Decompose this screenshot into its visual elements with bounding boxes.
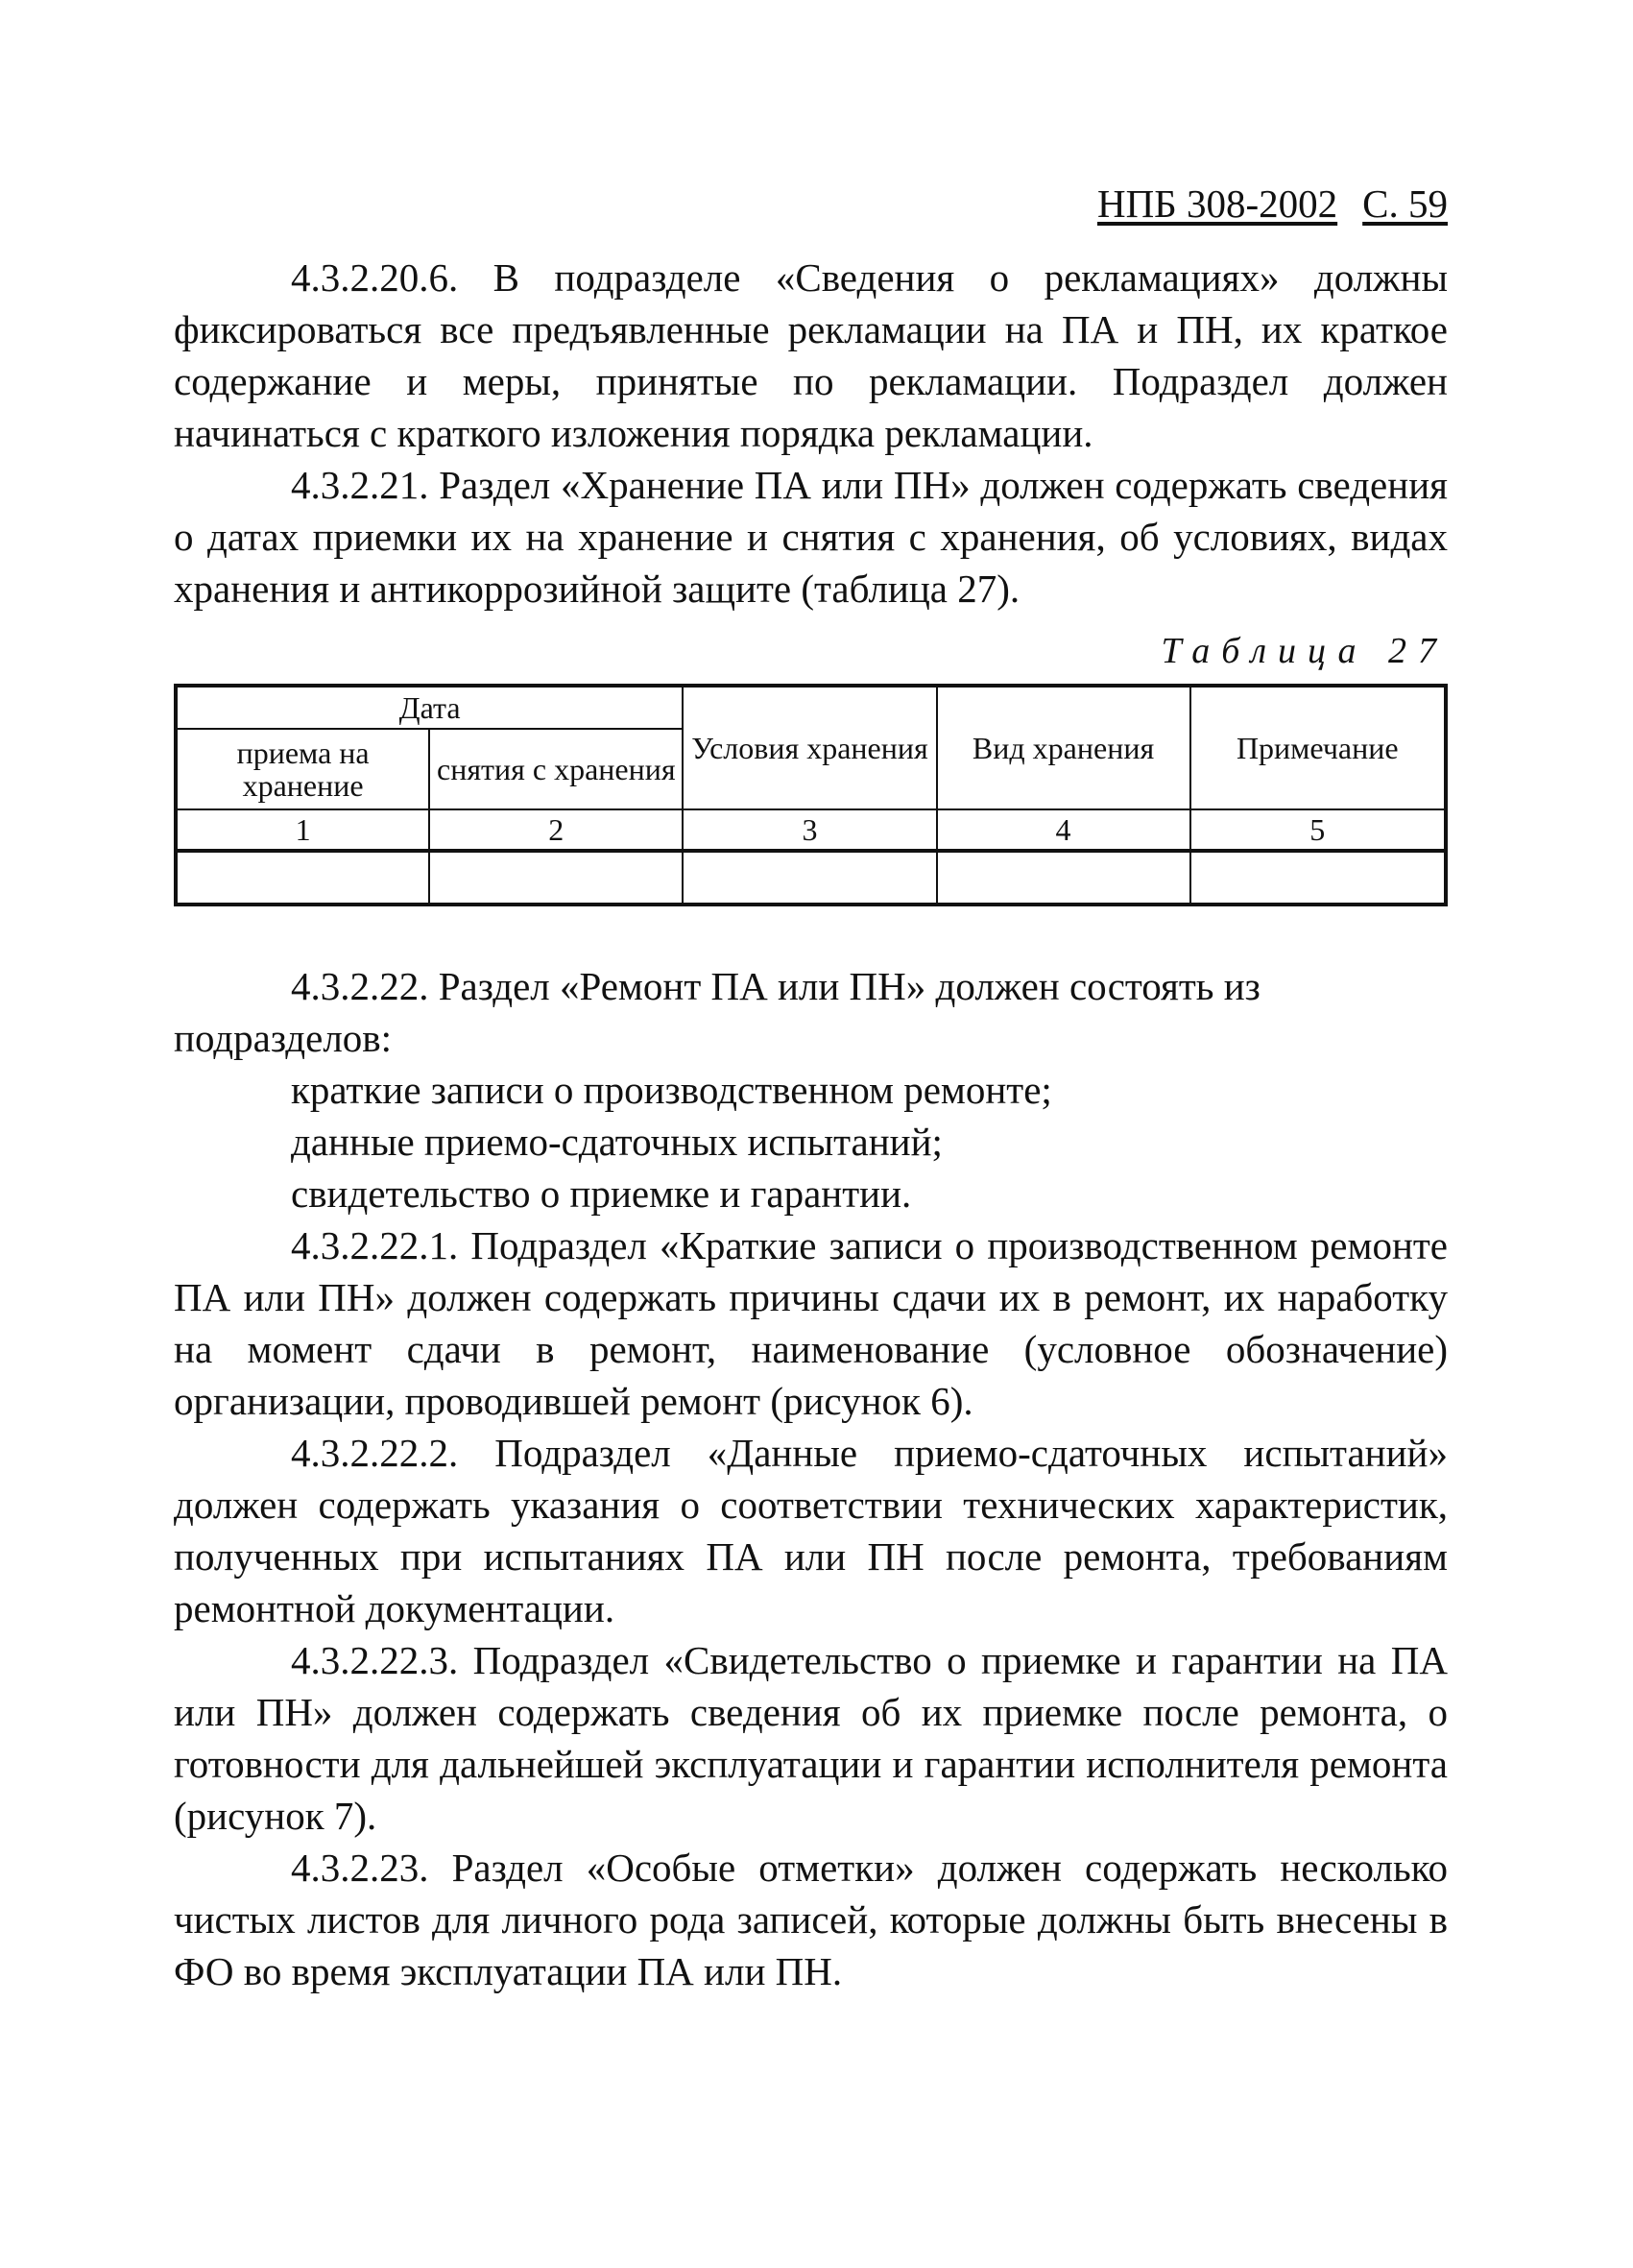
table-header-note: Примечание (1190, 686, 1446, 809)
paragraph-4-3-2-22-2: 4.3.2.22.2. Подраздел «Данные приемо-сдаточных испытаний» должен содержать указания о соответствии технических характеристик, полученных при испытаниях ПА или ПН после ремонта, требованиям ремонтной документации. (174, 1431, 1448, 1630)
list-item: свидетельство о приемке и гарантии. (291, 1171, 912, 1216)
list-item: данные приемо-сдаточных испытаний; (291, 1120, 943, 1164)
table-empty-cell (176, 851, 429, 905)
table-column-number: 4 (937, 809, 1190, 851)
table-header-storage-type: Вид хранения (937, 686, 1190, 809)
table-empty-cell (683, 851, 936, 905)
table-header-conditions: Условия хранения (683, 686, 936, 809)
page-number: С. 59 (1362, 181, 1448, 226)
paragraph-4-3-2-22-3: 4.3.2.22.3. Подраздел «Свидетельство о приемке и гарантии на ПА или ПН» должен содержать сведения об их приемке после ремонта, о готовности для дальнейшей эксплуатации и гарантии исполнителя ремонта (рисунок 7). (174, 1638, 1448, 1838)
paragraph-4-3-2-20-6: 4.3.2.20.6. В подразделе «Сведения о рекламациях» должны фиксироваться все предъявленные рекламации на ПА и ПН, их краткое содержание и меры, принятые по рекламации. Подраздел должен начинаться с краткого изложения порядка рекламации. (174, 255, 1448, 455)
table-empty-cell (1190, 851, 1446, 905)
table-column-number: 2 (429, 809, 683, 851)
list-item: краткие записи о производственном ремонте; (291, 1068, 1052, 1112)
paragraph-4-3-2-21: 4.3.2.21. Раздел «Хранение ПА или ПН» должен содержать сведения о датах приемки их на хранение и снятия с хранения, об условиях, видах хранения и антикоррозийной защите (таблица 27). (174, 463, 1448, 611)
table-header-date: Дата (176, 686, 683, 729)
document-code: НПБ 308-2002 (1096, 181, 1338, 226)
paragraph-4-3-2-22: 4.3.2.22. Раздел «Ремонт ПА или ПН» должен состоять из подразделов: (174, 964, 1261, 1060)
table-header-accept-date: приема на хранение (176, 729, 429, 809)
paragraph-4-3-2-22-1: 4.3.2.22.1. Подраздел «Краткие записи о производственном ремонте ПА или ПН» должен содержать причины сдачи их в ремонт, их наработку на момент сдачи в ремонт, наименование (условное обозначение) организации, проводившей ремонт (рисунок 6). (174, 1223, 1448, 1423)
table-column-number: 3 (683, 809, 936, 851)
table-header-removal-date: снятия с хранения (429, 729, 683, 809)
table-caption: Таблица 27 (1161, 631, 1448, 671)
table-column-number: 1 (176, 809, 429, 851)
table-empty-cell (937, 851, 1190, 905)
storage-table (174, 684, 1448, 906)
table-empty-cell (429, 851, 683, 905)
page-header (174, 181, 1448, 227)
paragraph-4-3-2-23: 4.3.2.23. Раздел «Особые отметки» должен содержать несколько чистых листов для личного рода записей, которые должны быть внесены в ФО во время эксплуатации ПА или ПН. (174, 1846, 1448, 1993)
document-page (174, 181, 1448, 1997)
table-column-number: 5 (1190, 809, 1446, 851)
